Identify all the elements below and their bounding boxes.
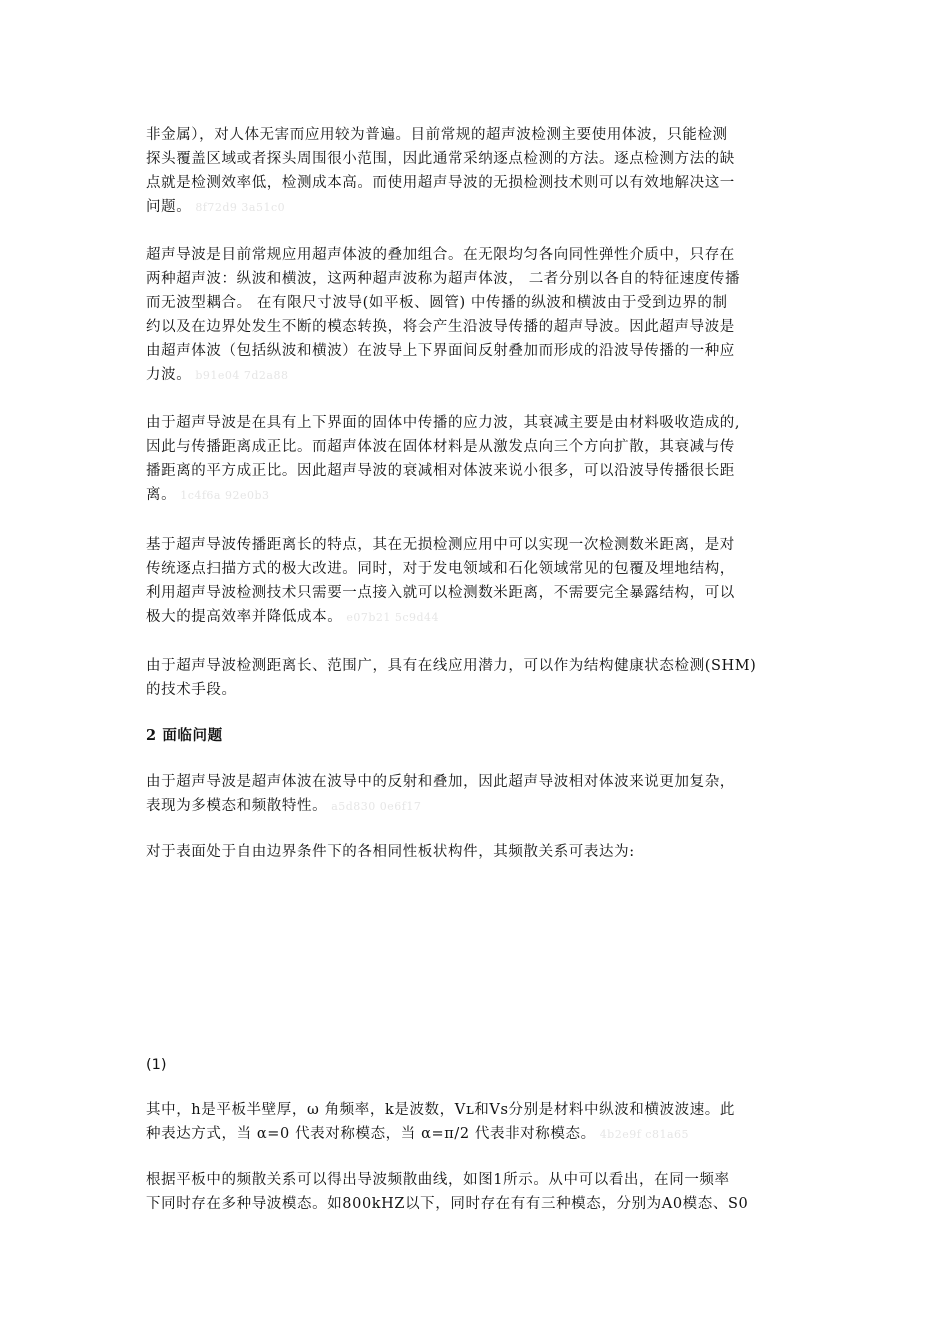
paragraph-text: 由于超声导波检测距离长、范围广，具有在线应用潜力，可以作为结构健康状态检测(SHM) 的技术手段。 — [146, 658, 757, 698]
paragraph-dispersion-intro — [146, 840, 806, 864]
faint-watermark: b91e04 7d2a88 — [195, 369, 289, 382]
faint-watermark: a5d830 0e6f17 — [331, 800, 422, 813]
paragraph-text: 由于超声导波是在具有上下界面的固体中传播的应力波，其衰减主要是由材料吸收造成的, 因此与传播距离成正比。而超声体波在固体材料是从激发点向三个方向扩散，其衰减与传 播距离的平方成正比。因此超声导波的衰减相对体波来说小很多，可以沿波导传播很长距 离。 — [146, 415, 741, 503]
faint-watermark: e07b21 5c9d44 — [346, 611, 440, 624]
paragraph-dispersion-curves — [146, 1168, 806, 1216]
paragraph-text: 基于超声导波传播距离长的特点，其在无损检测应用中可以实现一次检测数米距离，是对 传统逐点扫描方式的极大改进。同时，对于发电领域和石化领域常见的包覆及埋地结构， 利用超声导波检测技术只需要一点接入就可以检测数米距离，不需要完全暴露结构，可以 极大的提高效率并降低成本。 — [146, 537, 735, 625]
paragraph-text: 其中，h是平板半壁厚，ω 角频率，k是波数，Vʟ和Vꜱ分别是材料中纵波和横波波速。此 种表达方式，当 α=0 代表对称模态，当 α=π/2 代表非对称模态。 — [146, 1102, 736, 1142]
paragraph-advantages — [146, 533, 806, 630]
faint-watermark: 8f72d9 3a51c0 — [195, 201, 286, 214]
section-heading: 2 面临问题 — [146, 727, 223, 744]
paragraph-text: 根据平板中的频散关系可以得出导波频散曲线，如图1所示。从中可以看出，在同一频率 下同时存在多种导波模态。如800kHZ以下，同时存在有有三种模态，分别为A0模态、S0 — [146, 1172, 749, 1212]
paragraph-guided-wave-definition — [146, 243, 806, 388]
paragraph-text: 对于表面处于自由边界条件下的各相同性板状构件，其频散关系可表达为: — [146, 844, 635, 860]
paragraph-text: 由于超声导波是超声体波在波导中的反射和叠加，因此超声导波相对体波来说更加复杂， 表现为多模态和频散特性。 — [146, 774, 735, 814]
faint-watermark: 1c4f6a 92e0b3 — [180, 489, 270, 502]
paragraph-text: 超声导波是目前常规应用超声体波的叠加组合。在无限均匀各向同性弹性介质中，只存在 两种超声波：纵波和横波，这两种超声波称为超声体波， 二者分别以各自的特征速度传播 而无波型耦合。 在有限尺寸波导(如平板、圆管) 中传播的纵波和横波由于受到边界的制 约以及在边界处发生不断的模态转换，将会产生沿波导传播的超声导波。因此超声导波是 由超声体波（包括纵波和横波）在波导上下界面间反射叠加而形成的沿波导传播的一种应 力波。 — [146, 247, 741, 383]
paragraph-equation-explanation — [146, 1098, 806, 1147]
paragraph-shm — [146, 654, 806, 702]
equation-number: (1) — [146, 1057, 167, 1073]
paragraph-attenuation — [146, 411, 806, 508]
paragraph-multimode — [146, 770, 806, 819]
paragraph-intro-continued — [146, 123, 806, 220]
faint-watermark: 4b2e9f c81a65 — [599, 1128, 690, 1141]
paragraph-text: 非金属），对人体无害而应用较为普遍。目前常规的超声波检测主要使用体波，只能检测 探头覆盖区域或者探头周围很小范围，因此通常采纳逐点检测的方法。逐点检测方法的缺 点就是检测效率低，检测成本高。而使用超声导波的无损检测技术则可以有效地解决这一 问题。 — [146, 127, 735, 215]
